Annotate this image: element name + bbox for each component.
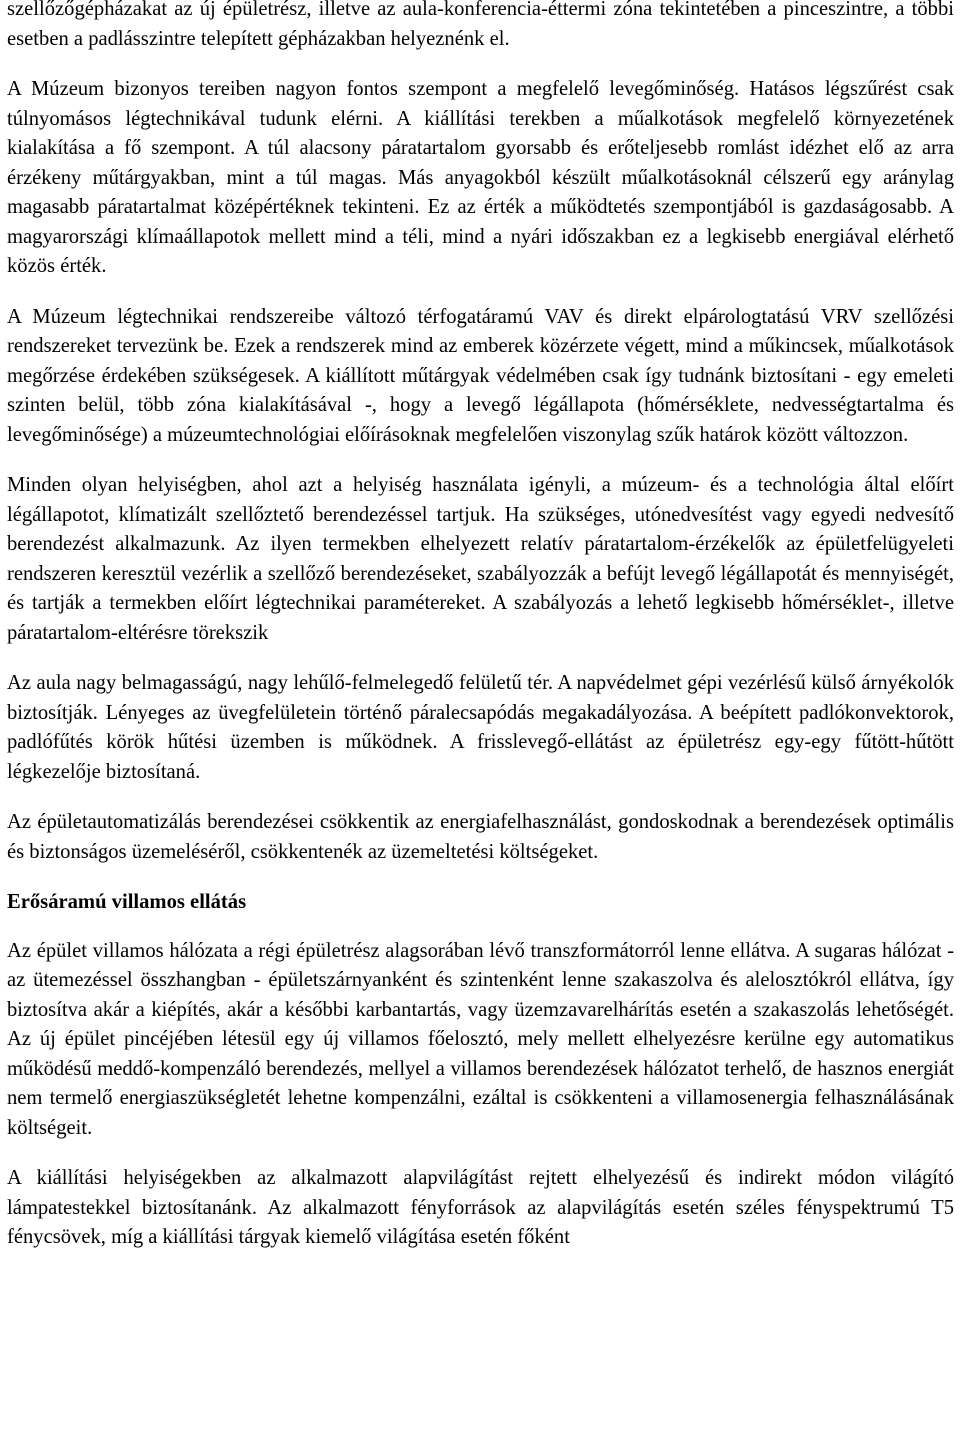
paragraph-aula: Az aula nagy belmagasságú, nagy lehűlő-felmelegedő felületű tér. A napvédelmet gépi vezérlésű külső árnyékolók biztosítják. Lényeges az üvegfelületein történő páralecsapódás megakadályozása. A beépített padlókonvektorok, padlófűtés körök hűtési üzemben is működnek. A frisslevegő-ellátást az épületrész egy-egy fűtött-hűtött légkezelője biztosítaná. — [7, 672, 954, 783]
paragraph-legtechnika: A Múzeum légtechnikai rendszereibe változó térfogatáramú VAV és direkt elpárologtatású VRV szellőzési rendszereket tervezünk be. Ezek a rendszerek mind az emberek közérzete végett, mind a műkincsek, műalkotások megőrzése érdekében szükségesek. A kiállított műtárgyak védelmében csak így tudnánk biztosítani - egy emeleti szinten belül, több zóna kialakításával -, hogy a levegő légállapota (hőmérséklete, nedvességtartalma és levegőminősége) a múzeumtechnológiai előírásoknak megfelelően viszonylag szűk határok között változzon. — [7, 305, 954, 446]
paragraph-villamos-halozat: Az épület villamos hálózata a régi épületrész alagsorában lévő transzformátorról lenne ellátva. A sugaras hálózat - az ütemezéssel összhangban - épületszárnyanként és szintenként lenne szakaszolva és alelosztókról ellátva, így biztosítva akár a kiépítés, akár a későbbi karbantartás, vagy üzemzavarelhárítás esetén a szakaszolás lehetőségét. Az új épület pincéjében létesül egy új villamos főelosztó, mely mellett elhelyezésre kerülne egy automatikus működésű meddő-kompenzáló berendezés, mellyel a villamos berendezések hálózatot terhelő, de hasznos energiát nem termelő energiaszükségletét lehetne kompenzálni, ezáltal is csökkenteni a villamosenergia felhasználásának költségeit. — [7, 939, 954, 1139]
paragraph-levegominoseg: A Múzeum bizonyos tereiben nagyon fontos szempont a megfelelő levegőminőség. Hatásos légszűrést csak túlnyomásos légtechnikával tudunk elérni. A kiállítási terekben a műalkotások megfelelő környezetének kialakítása a fő szempont. A túl alacsony páratartalom gyorsabb és erőteljesebb romlást idézhet elő az arra érzékeny műtárgyakban, mint a túl magas. Más anyagokból készült műalkotásoknál célszerű egy aránylag magasabb páratartalmat középértéknek tekinteni. Ez az érték a működtetés szempontjából is gazdaságosabb. A magyarországi klímaállapotok mellett mind a téli, mind a nyári időszakban ez a legkisebb energiával elérhető közös érték. — [7, 78, 954, 277]
paragraph-gephaz: szellőzőgépházakat az új épületrész, illetve az aula-konferencia-éttermi zóna tekintetében a pinceszintre, a többi esetben a padlásszintre telepített gépházakban helyeznénk el. — [7, 0, 954, 50]
paragraph-klimatizalas: Minden olyan helyiségben, ahol azt a helyiség használata igényli, a múzeum- és a technológia által előírt légállapotot, klímatizált szellőztető berendezéssel tartjuk. Ha szükséges, utónedvesítést vagy egyedi nedvesítő berendezést alkalmazunk. Az ilyen termekben elhelyezett relatív páratartalom-érzékelők az épületfelügyeleti rendszeren keresztül vezérlik a szellőző berendezéseket, szabályozzák a befújt levegő légállapotát és mennyiségét, és tartják a termekben előírt légtechnikai paramétereket. A szabályozás a lehető legkisebb hőmérséklet-, illetve páratartalom-eltérésre törekszik — [7, 474, 954, 644]
document-page — [7, 0, 954, 1253]
section-heading: Erősáramú villamos ellátás — [7, 891, 247, 913]
paragraph-epuletautomatizalas: Az épületautomatizálás berendezései csökkentik az energiafelhasználást, gondoskodnak a berendezések optimális és biztonságos üzemeléséről, csökkentenék az üzemeltetési költségeket. — [7, 811, 954, 863]
paragraph-vilagitas: A kiállítási helyiségekben az alkalmazott alapvilágítást rejtett elhelyezésű és indirekt módon világító lámpatestekkel biztosítanánk. Az alkalmazott fényforrások az alapvilágítás esetén széles fényspektrumú T5 fénycsövek, míg a kiállítási tárgyak kiemelő világítása esetén főként — [7, 1167, 954, 1248]
